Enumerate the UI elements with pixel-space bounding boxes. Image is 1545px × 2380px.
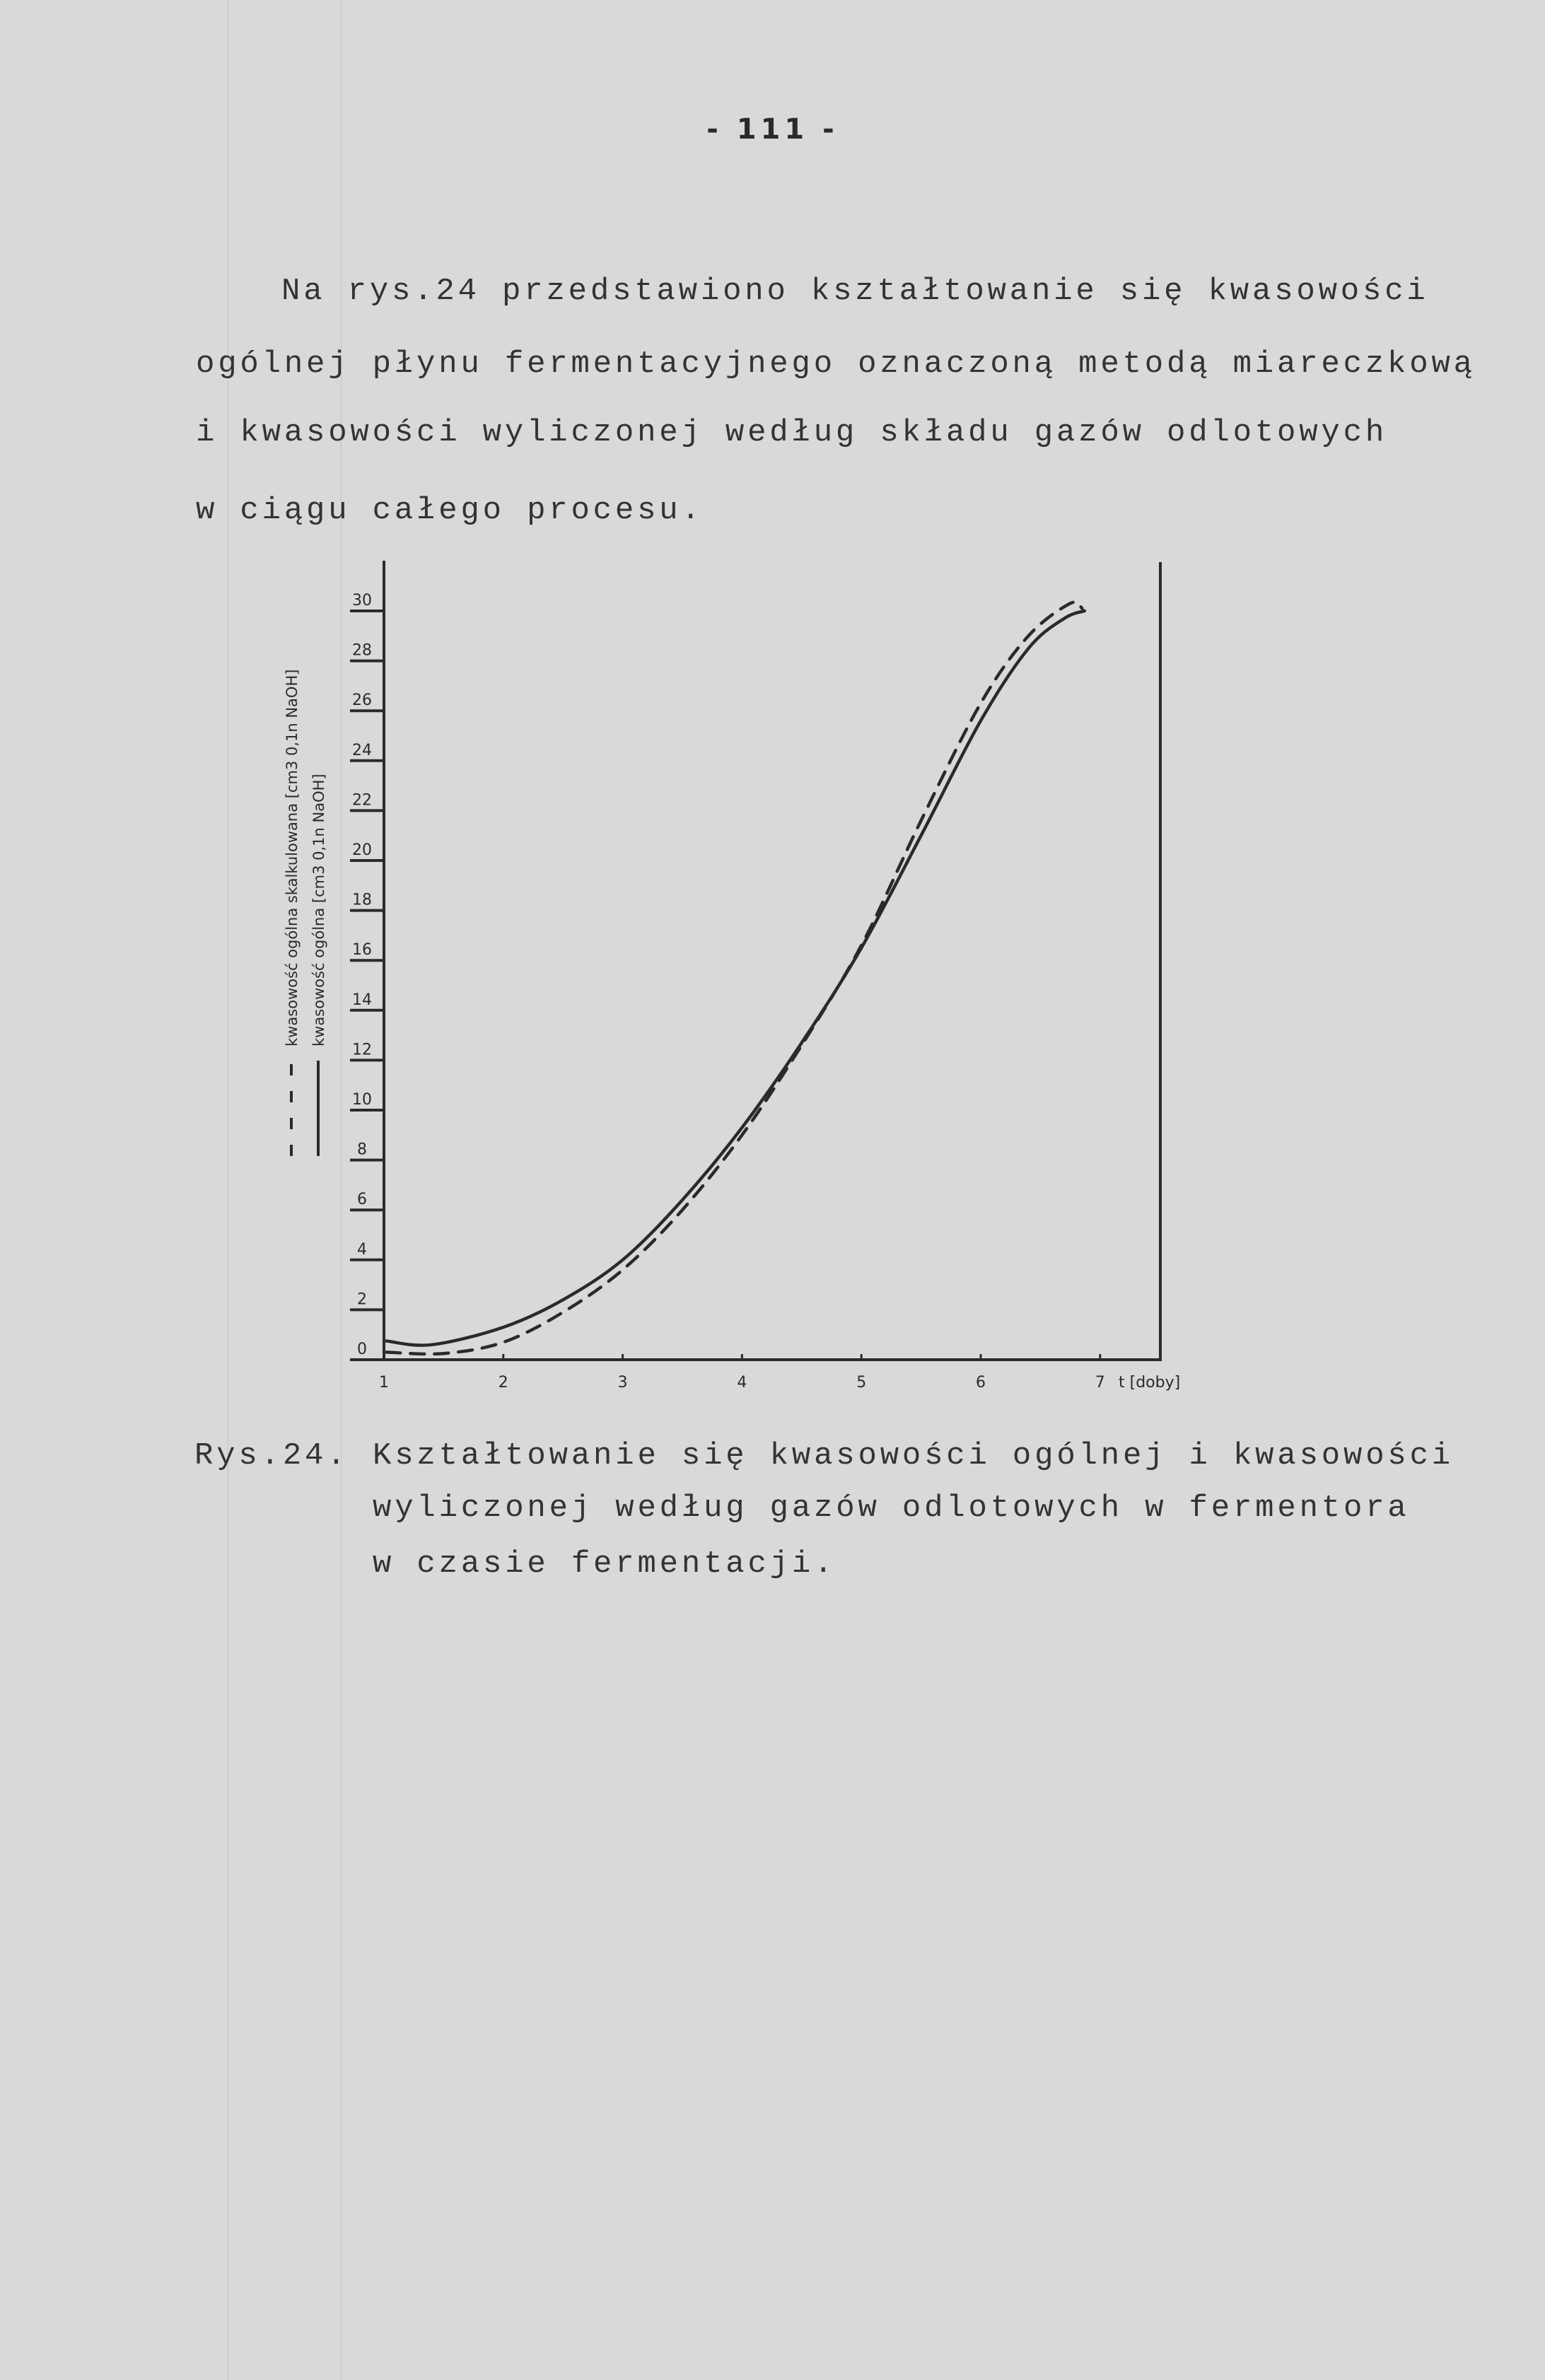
x-tick-label: 6: [976, 1374, 986, 1392]
paragraph-line: ogólnej płynu fermentacyjnego oznaczoną metodą miareczkową: [196, 346, 1476, 382]
y-tick-label: 18: [352, 891, 372, 909]
axes: [350, 561, 1160, 1361]
y-tick-label: 6: [357, 1191, 367, 1209]
caption-line: wyliczonej według gazów odlotowych w fermentora: [373, 1491, 1410, 1526]
x-tick-label: 5: [856, 1374, 867, 1392]
y-tick-label: 28: [352, 641, 372, 660]
x-tick-label: 3: [617, 1374, 628, 1392]
caption-line: w czasie fermentacji.: [373, 1546, 836, 1582]
y-tick-label: 24: [352, 741, 372, 759]
x-tick-label: 7: [1095, 1374, 1105, 1392]
x-axis-label: t [doby]: [1119, 1374, 1181, 1392]
legend-label-dashed: kwasowość ogólna skalkulowana [cm3 0,1n NaOH]: [284, 669, 301, 1046]
x-tick-label: 1: [379, 1374, 389, 1392]
y-tick-label: 20: [352, 841, 372, 859]
y-tick-label: 0: [357, 1341, 367, 1358]
y-tick-label: 30: [352, 592, 372, 609]
y-tick-label: 4: [357, 1240, 367, 1259]
caption-line: Kształtowanie się kwasowości ogólnej i kwasowości: [373, 1438, 1454, 1474]
paragraph-line: Na rys.24 przedstawiono kształtowanie się kwasowości: [281, 274, 1429, 309]
y-tick-label: 12: [352, 1041, 372, 1059]
y-tick-label: 22: [352, 791, 372, 810]
series: [386, 602, 1085, 1354]
series-line-calculated: [386, 602, 1082, 1354]
y-tick-label: 10: [352, 1091, 372, 1109]
y-tick-label: 14: [352, 991, 372, 1009]
x-tick-label: 2: [498, 1374, 508, 1392]
legend: [284, 670, 327, 1156]
series-line-measured: [386, 611, 1085, 1346]
page-number: - 111 -: [706, 113, 839, 146]
y-tick-label: 16: [352, 941, 372, 959]
paragraph-line: i kwasowości wyliczonej według składu gazów odlotowych: [196, 415, 1388, 450]
paragraph-line: w ciągu całego procesu.: [196, 493, 704, 528]
caption-label: Rys.24.: [194, 1438, 349, 1474]
y-tick-label: 26: [352, 692, 372, 710]
legend-label-solid: kwasowość ogólna [cm3 0,1n NaOH]: [310, 774, 327, 1046]
y-ticks: [350, 592, 384, 1358]
x-tick-label: 4: [737, 1374, 747, 1392]
y-tick-label: 8: [357, 1141, 367, 1159]
y-tick-label: 2: [357, 1290, 367, 1309]
